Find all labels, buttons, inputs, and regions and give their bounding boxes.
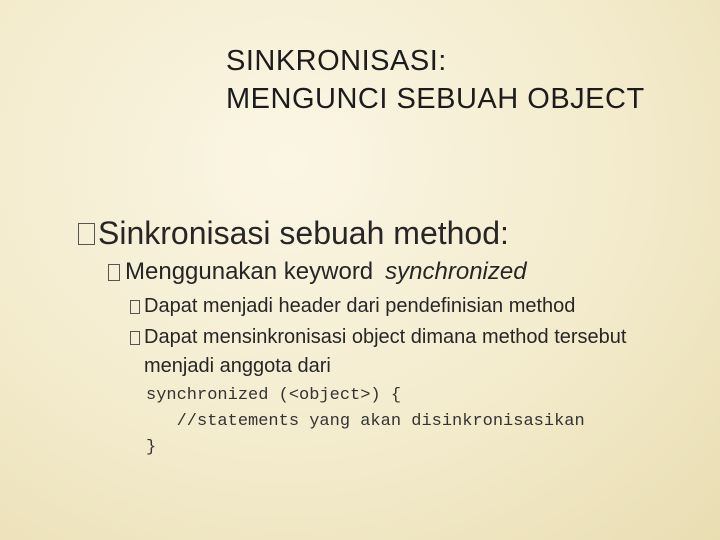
bullet-level-2 [108, 258, 527, 286]
code-line-1: synchronized (<object>) { [146, 386, 402, 405]
square-bullet-icon [78, 223, 95, 245]
square-bullet-icon [108, 264, 120, 281]
bullet-level-3-text: Dapat mensinkronisasi object dimana method tersebut [144, 326, 627, 348]
slide-title [226, 42, 645, 118]
bullet-level-3-continuation: menjadi anggota dari [144, 355, 331, 377]
code-line-3: } [146, 438, 157, 457]
square-bullet-icon [130, 300, 140, 314]
bullet-level-1-text: Sinkronisasi sebuah method: [98, 215, 509, 251]
bullet-level-3-text: Dapat menjadi header dari pendefinisian method [144, 295, 576, 317]
keyword-synchronized: synchronized [385, 258, 527, 285]
bullet-level-2-text: Menggunakan keyword [125, 258, 374, 285]
bullet-level-1 [78, 215, 509, 252]
title-line-1: SINKRONISASI: [226, 45, 447, 77]
bullet-level-3-item [130, 326, 626, 349]
bullet-level-3-item [130, 295, 575, 318]
square-bullet-icon [130, 331, 140, 345]
title-line-2: MENGUNCI SEBUAH OBJECT [226, 83, 645, 115]
code-line-2: //statements yang akan disinkronisasikan [146, 412, 585, 431]
